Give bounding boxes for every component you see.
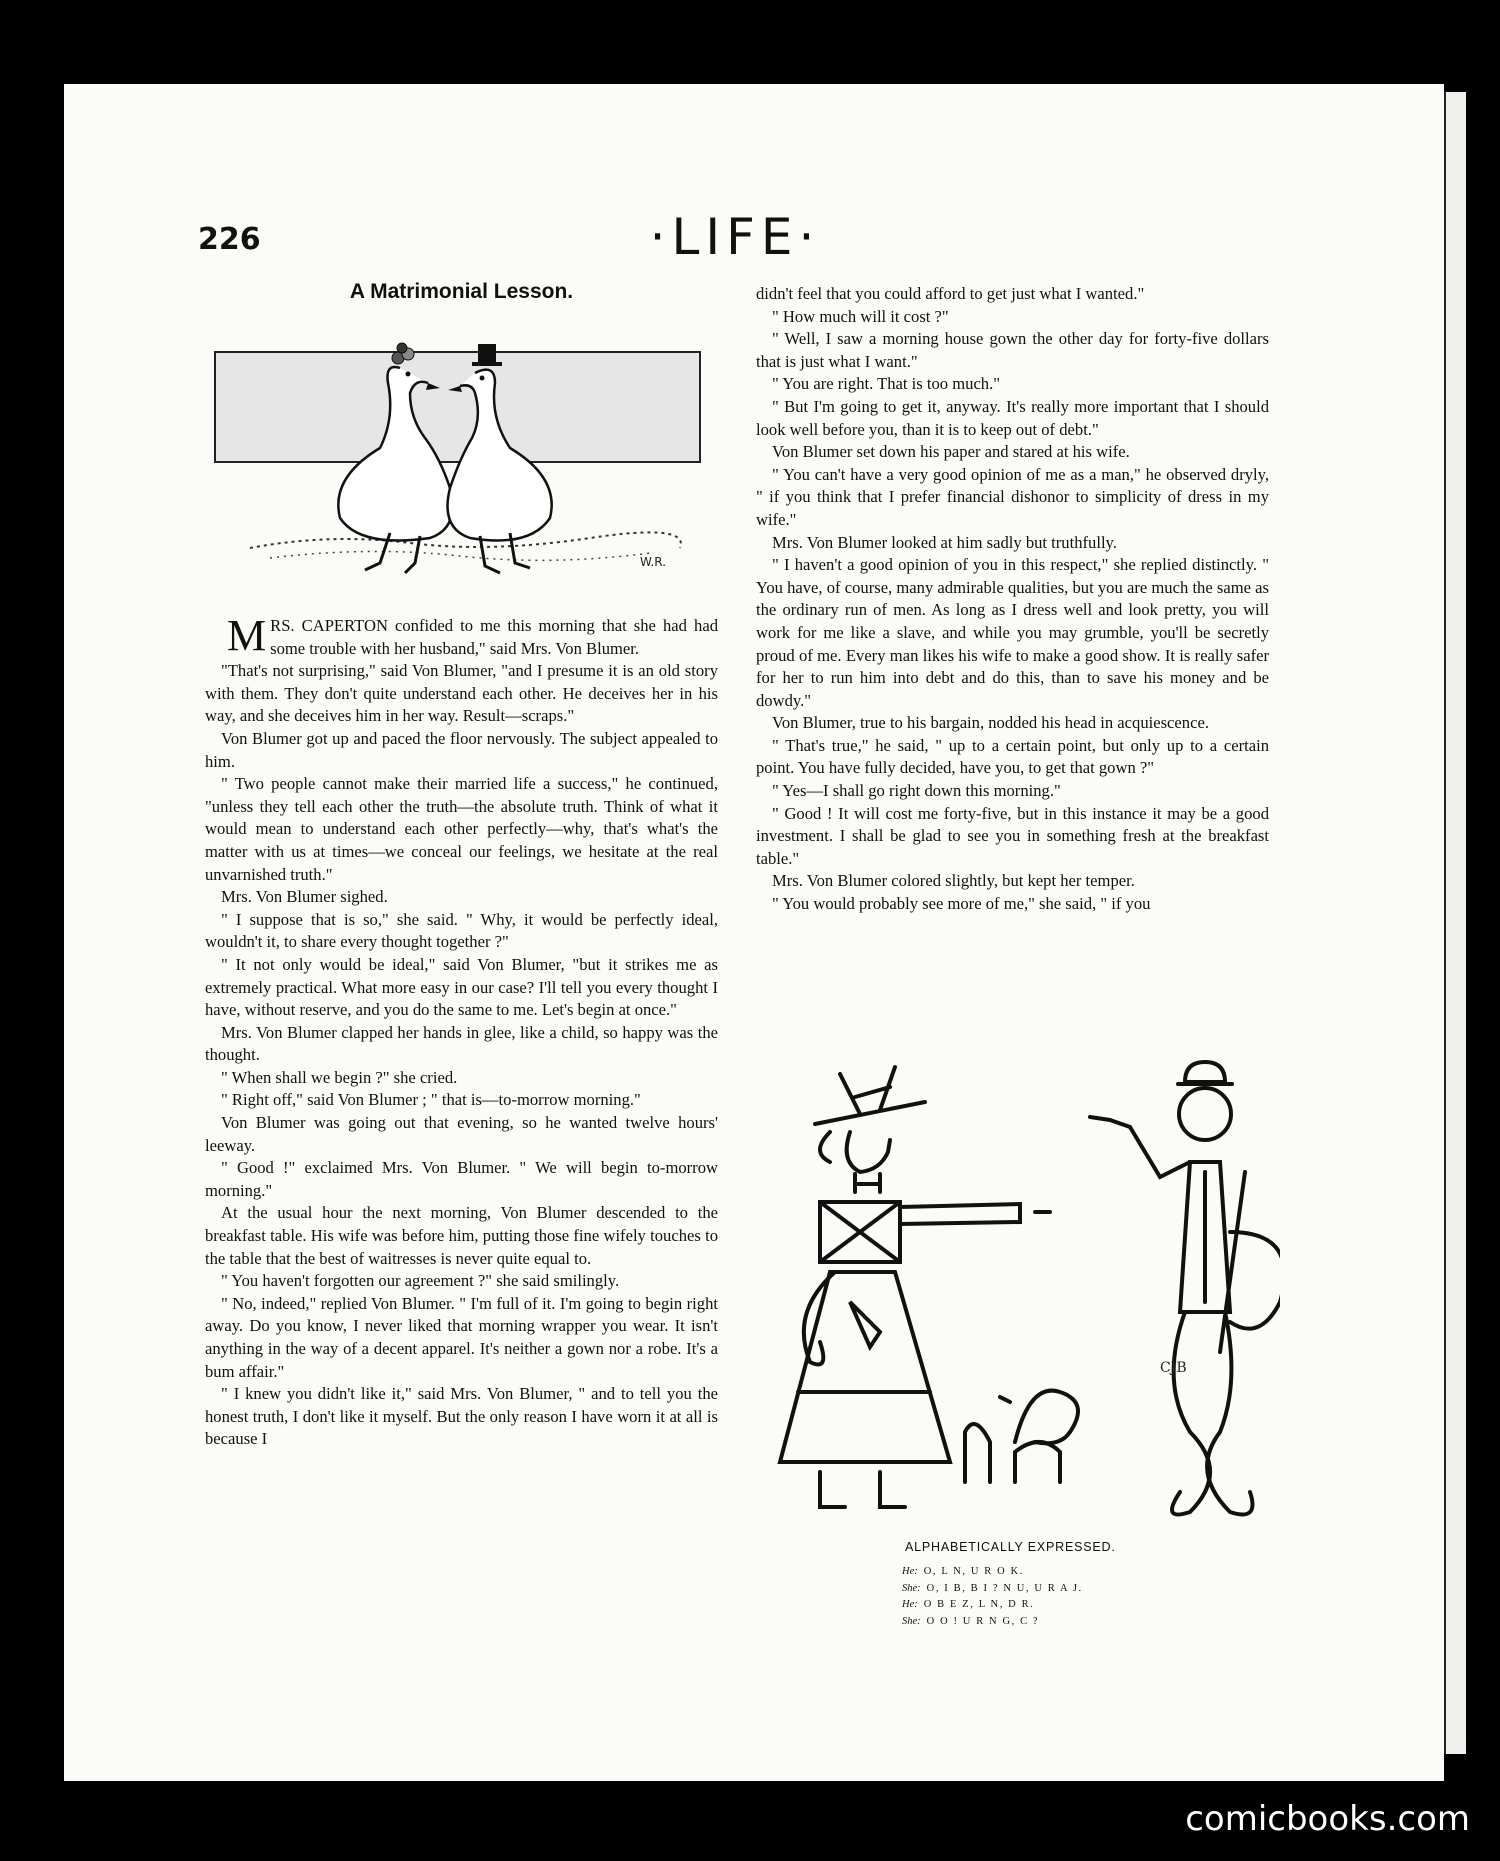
page-number: 226 bbox=[198, 222, 261, 257]
paragraph: " I knew you didn't like it," said Mrs. Von Blumer, " and to tell you the honest truth, I don't like it myself. But the only reason I have worn it at all is because I bbox=[205, 1384, 718, 1449]
geese-illustration bbox=[210, 338, 710, 588]
paragraph: Mrs. Von Blumer colored slightly, but kept her temper. bbox=[772, 871, 1135, 891]
top-hat bbox=[478, 344, 496, 364]
paragraph: " Good !" exclaimed Mrs. Von Blumer. " We will begin to-morrow morning." bbox=[205, 1158, 718, 1200]
woman-skirt bbox=[780, 1272, 950, 1462]
dog-body bbox=[965, 1424, 990, 1482]
illustration-panel bbox=[215, 352, 700, 462]
dialog-line: He: O, L N, U R O K. bbox=[902, 1566, 1024, 1577]
paragraph: " You can't have a very good opinion of me as a man," he observed dryly, " if you think that I prefer financial dishonor to simplicity of dress in my wife." bbox=[756, 464, 1269, 529]
woman-hat-brim bbox=[815, 1102, 925, 1124]
paragraph: Von Blumer, true to his bargain, nodded his head in acquiescence. bbox=[772, 713, 1209, 733]
illustrator-signature: W.R. bbox=[640, 555, 667, 569]
cartoonist-signature: CJB bbox=[1160, 1360, 1187, 1376]
paragraph: RS. CAPERTON confided to me this morning that she had had some trouble with her husband," said Mrs. Von Blumer. bbox=[270, 616, 718, 658]
dialog-line: She: O, I B, B I ? N U, U R A J. bbox=[902, 1582, 1083, 1594]
paragraph: Mrs. Von Blumer clapped her hands in glee, like a child, so happy was the thought. bbox=[205, 1022, 718, 1065]
alphabet-cartoon bbox=[760, 1052, 1280, 1532]
paragraph: " Right off," said Von Blumer ; " that is—to-morrow morning." bbox=[221, 1090, 641, 1110]
paragraph: Von Blumer was going out that evening, so he wanted twelve hours' leeway. bbox=[205, 1113, 718, 1155]
dog-head bbox=[1015, 1391, 1078, 1444]
paragraph: " You are right. That is too much." bbox=[772, 374, 1001, 394]
paragraph: " It not only would be ideal," said Von Blumer, "but it strikes me as extremely practical. What more easy in our case? I'll tell you every thought I have, without reserve, and you do the same to me. Let's begin at once." bbox=[205, 954, 718, 1020]
paragraph: " Good ! It will cost me forty-five, but in this instance it may be a good investment. I shall be glad to see you in something fresh at the breakfast table." bbox=[756, 803, 1269, 868]
paragraph: " I suppose that is so," she said. " Why, it would be perfectly ideal, wouldn't it, to share every thought together ?" bbox=[205, 909, 718, 952]
dialog-line: She: O O ! U R N G, C ? bbox=[902, 1615, 1040, 1627]
article-title: A Matrimonial Lesson. bbox=[349, 280, 574, 303]
dialog-line: He: O B E Z, L N, D R. bbox=[902, 1599, 1035, 1610]
paragraph: " But I'm going to get it, anyway. It's really more important that I should look well before you, than it is to keep out of debt." bbox=[756, 396, 1269, 439]
paragraph: At the usual hour the next morning, Von Blumer descended to the breakfast table. His wife was before him, putting those fine wifely touches to the table that the best of waitresses is never quite equal to. bbox=[205, 1203, 718, 1268]
article-column-right bbox=[756, 283, 1269, 916]
drop-cap: M bbox=[227, 611, 267, 660]
cartoon-dialog bbox=[902, 1564, 1083, 1630]
paragraph: "That's not surprising," said Von Blumer, "and I presume it is an old story with them. They don't quite understand each other. He deceives her in his way, and she deceives him in her way. Result—scraps." bbox=[205, 661, 718, 726]
paragraph: " You haven't forgotten our agreement ?" she said smilingly. bbox=[221, 1271, 620, 1291]
paragraph: " When shall we begin ?" she cried. bbox=[221, 1067, 458, 1087]
paragraph: " No, indeed," replied Von Blumer. " I'm full of it. I'm going to begin right away. Do you know, I never liked that morning wrapper you wear. It isn't anything in the way of a decent apparel. It's neither a gown nor a robe. It's a bum affair." bbox=[205, 1293, 718, 1381]
paragraph: didn't feel that you could afford to get just what I wanted." bbox=[756, 284, 1145, 303]
man-head bbox=[1179, 1088, 1231, 1140]
paragraph: " Yes—I shall go right down this morning." bbox=[772, 781, 1061, 801]
paragraph: " How much will it cost ?" bbox=[772, 306, 949, 326]
article-column-left bbox=[205, 611, 718, 1451]
paragraph: " That's true," he said, " up to a certain point, but only up to a certain point. You have fully decided, have you, to get that gown ?" bbox=[756, 735, 1269, 778]
cartoon-caption: ALPHABETICALLY EXPRESSED. bbox=[905, 1540, 1116, 1554]
man-hat bbox=[1185, 1062, 1225, 1082]
paragraph: Von Blumer got up and paced the floor nervously. The subject appealed to him. bbox=[205, 728, 718, 771]
site-watermark: comicbooks.com bbox=[1185, 1799, 1470, 1839]
masthead: ·LIFE· bbox=[649, 208, 821, 266]
paragraph: Mrs. Von Blumer sighed. bbox=[221, 887, 388, 907]
paragraph: " Two people cannot make their married life a success," he continued, "unless they tell each other the truth—the absolute truth. Think of what it would mean to understand each other perfectly—why, that's what's the matter with us at times—we conceal our feelings, we hesitate at the real unvarnished truth." bbox=[205, 774, 718, 884]
paragraph: Von Blumer set down his paper and stared at his wife. bbox=[772, 442, 1130, 462]
paragraph: " Well, I saw a morning house gown the other day for forty-five dollars that is just what I want." bbox=[756, 329, 1269, 371]
paragraph: " I haven't a good opinion of you in this respect," she replied distinctly. " You have, of course, many admirable qualities, but you are much the same as the ordinary run of men. As long as I dress well and look pretty, you will work for me like a slave, and while you may grumble, you'll be secretly proud of me. Every man likes his wife to make a good show. It is really safer for her to run him into debt and do this, than to save his money and be dowdy." bbox=[756, 555, 1269, 710]
paragraph: " You would probably see more of me," she said, " if you bbox=[772, 894, 1151, 914]
paragraph: Mrs. Von Blumer looked at him sadly but truthfully. bbox=[772, 532, 1117, 552]
facing-page-edge bbox=[1444, 92, 1466, 1754]
